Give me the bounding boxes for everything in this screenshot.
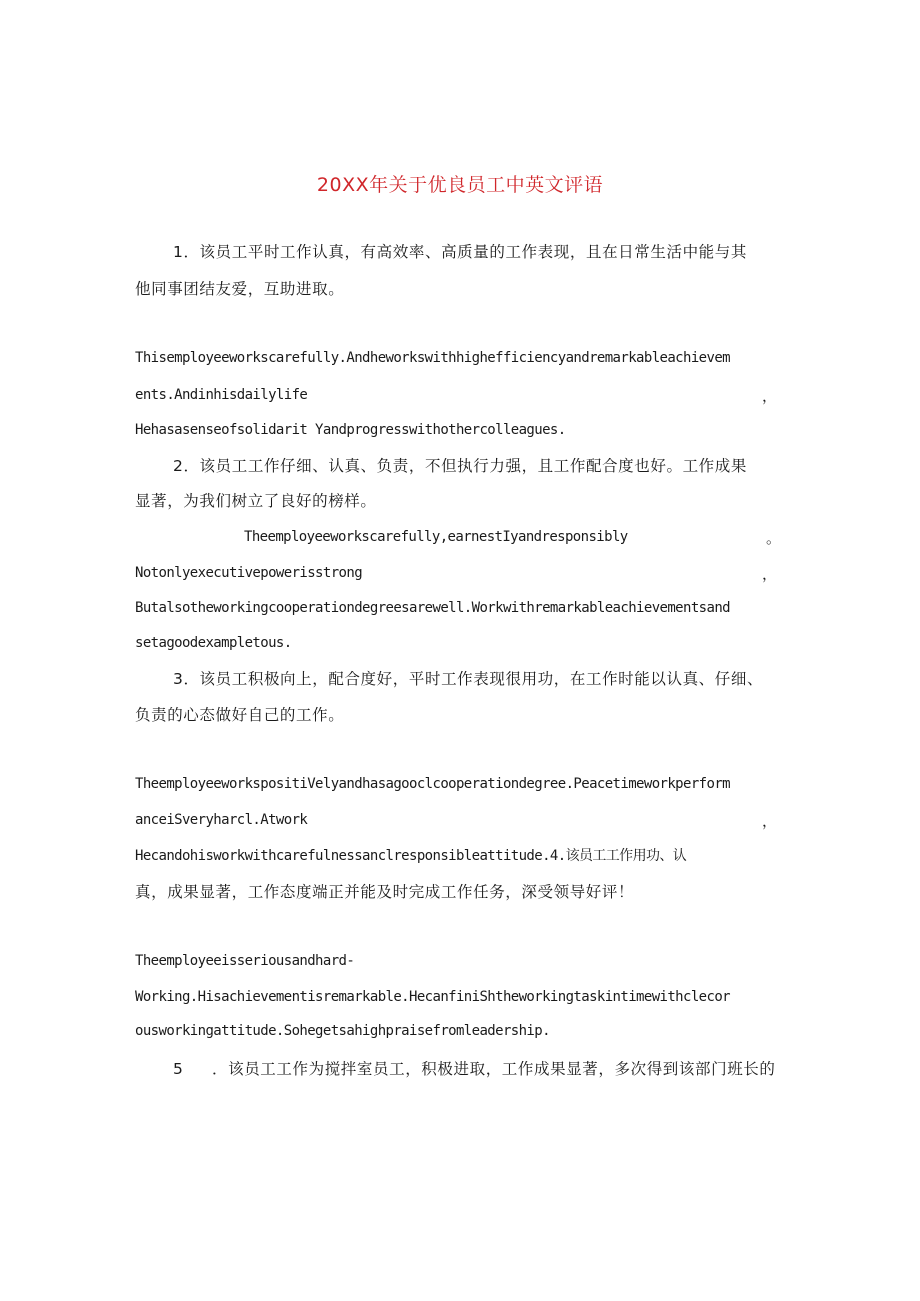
item-5-zh-line-1: ．该员工工作为搅拌室员工，积极进取，工作成果显著，多次得到该部门班长的 bbox=[212, 1060, 776, 1078]
item-3-en-line-2: anceiSveryharcl.Atwork bbox=[135, 812, 308, 828]
item-4-zh-line-1: 真，成果显著，工作态度端正并能及时完成工作任务，深受领导好评！ bbox=[135, 883, 635, 901]
item-1-en-line-3: Hehasasenseofsolidarit Yandprogresswithothercolleagues. bbox=[135, 422, 566, 438]
item-3-zh-line-1: 3．该员工积极向上，配合度好，平时工作表现很用功，在工作时能以认真、仔细、 bbox=[173, 670, 764, 688]
item-4-en-line-3: ousworkingattitude.Sohegetsahighpraisefromleadership. bbox=[135, 1023, 550, 1039]
item-2-en-line-1: Theemployeeworkscarefully,earnestIyandresponsibly bbox=[244, 529, 628, 545]
item-3-en-line-3: Hecandohisworkwithcarefulnessanclresponsibleattitude.4.该员工工作用功、认 bbox=[135, 848, 687, 864]
item-2-en-line-1-punct: 。 bbox=[766, 529, 782, 547]
item-1-en-line-2-punct: ， bbox=[762, 387, 778, 405]
item-1-zh-line-1: 1．该员工平时工作认真，有高效率、高质量的工作表现，且在日常生活中能与其 bbox=[173, 243, 747, 261]
item-4-en-line-2: Working.Hisachievementisremarkable.HecanfiniShtheworkingtaskintimewithclecor bbox=[135, 989, 730, 1005]
item-3-zh-line-2: 负责的心态做好自己的工作。 bbox=[135, 706, 345, 724]
item-5-number: 5 bbox=[173, 1060, 184, 1078]
item-3-en-line-1: TheemployeeworkspositiVelyandhasagooclcooperationdegree.Peacetimeworkperform bbox=[135, 776, 730, 792]
item-3-en-line-2-punct: ， bbox=[762, 812, 778, 830]
item-2-en-line-2: Notonlyexecutivepowerisstrong bbox=[135, 565, 363, 581]
item-1-en-line-2: ents.Andinhisdailylife bbox=[135, 387, 308, 403]
item-2-zh-line-2: 显著，为我们树立了良好的榜样。 bbox=[135, 492, 377, 510]
item-2-en-line-3: Butalsotheworkingcooperationdegreesarewell.Workwithremarkableachievementsand bbox=[135, 600, 730, 616]
item-1-en-line-1: Thisemployeeworkscarefully.Andheworkswithhighefficiencyandremarkableachievem bbox=[135, 350, 730, 366]
item-2-en-line-4: setagoodexampletous. bbox=[135, 635, 292, 651]
document-title: 20XX年关于优良员工中英文评语 bbox=[316, 174, 604, 196]
item-4-en-line-1: Theemployeeisseriousandhard- bbox=[135, 953, 355, 969]
item-2-en-line-2-punct: ， bbox=[762, 565, 778, 583]
item-2-zh-line-1: 2．该员工工作仔细、认真、负责，不但执行力强，且工作配合度也好。工作成果 bbox=[173, 457, 747, 475]
item-1-zh-line-2: 他同事团结友爱，互助进取。 bbox=[135, 280, 345, 298]
